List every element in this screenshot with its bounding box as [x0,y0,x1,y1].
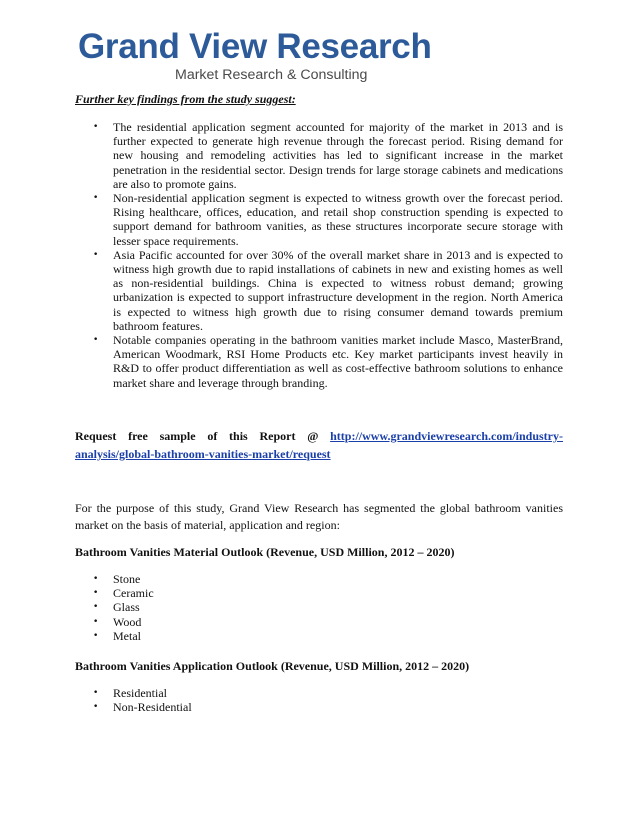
logo-tagline: Market Research & Consulting [175,67,368,83]
bullet-icon: • [93,602,99,613]
bullet-icon: • [93,616,99,627]
findings-item [75,333,563,390]
company-logo [78,27,432,88]
findings-heading: Further key findings from the study suggest: [75,92,296,106]
list-item-text: Non-Residential [113,700,192,715]
material-outlook-heading: Bathroom Vanities Material Outlook (Revenue, USD Million, 2012 – 2020) [75,545,455,559]
bullet-icon: • [93,688,99,698]
list-item-text: Metal [113,628,141,643]
list-item-text: Wood [113,614,142,629]
list-item [75,629,375,643]
list-item [75,586,375,600]
request-sample-paragraph [75,427,563,463]
findings-item [75,120,563,191]
application-outlook-heading: Bathroom Vanities Application Outlook (Revenue, USD Million, 2012 – 2020) [75,659,470,673]
request-sample-label: Request free sample of this Report @ [75,429,331,443]
bullet-icon: • [93,630,99,641]
bullet-icon: • [93,588,99,599]
list-item-text: Residential [113,686,167,700]
list-item [75,615,375,629]
bullet-icon: • [93,335,99,346]
purpose-paragraph: For the purpose of this study, Grand View Research has segmented the global bathroom vanities market on the basis of material, application and region: [75,501,563,532]
list-item [75,572,375,586]
findings-item [75,248,563,333]
findings-item-text: Asia Pacific accounted for over 30% of the overall market share in 2013 and is expected to witness high growth due to rapid installations of cabinets in new and existing homes as well as non-residential buildings. China is expected to witness robust demand; growing urbanization is expected to support infrastructure development in the region. North America is expected to witness high growth due to rising consumer demand towards premium bathroom features. [113,247,563,333]
findings-item-text: The residential application segment accounted for majority of the market in 2013 and is further expected to generate high revenue through the forecast period. Rising demand for new housing and remodeling activities has led to significant increase in the market penetration in the residential sector. Design trends for large storage cabinets and medications are also to promote gains. [113,120,563,191]
findings-item-text: Notable companies operating in the bathroom vanities market include Masco, MasterBrand, American Woodmark, RSI Home Products etc. Key market participants invest heavily in R&D to offer product differentiation as well as cost-effective bathroom solutions to enhance market share and leverage through branding. [113,333,563,390]
logo-brand-name: Grand View Research [78,27,432,66]
bullet-icon: • [93,122,99,132]
list-item [75,686,375,700]
list-item [75,700,375,714]
bullet-icon: • [93,249,99,260]
list-item [75,600,375,614]
bullet-icon: • [93,574,99,584]
list-item-text: Glass [113,600,140,615]
list-item-text: Ceramic [113,586,154,601]
bullet-icon: • [93,193,99,204]
application-outlook-list [75,686,375,714]
findings-list [75,120,563,390]
material-outlook-list [75,572,375,643]
list-item-text: Stone [113,572,141,586]
bullet-icon: • [93,702,99,713]
request-sample-link[interactable]: http://www.grandviewresearch.com/industry-analysis/global-bathroom-vanities-market/request [75,429,563,461]
findings-item-text: Non-residential application segment is expected to witness growth over the forecast period. Rising healthcare, offices, education, and retail shop construction spending is expected to support demand for bathroom vanities, as these structures incorporate secure storage with lesser space requirements. [113,191,563,248]
findings-item [75,191,563,248]
